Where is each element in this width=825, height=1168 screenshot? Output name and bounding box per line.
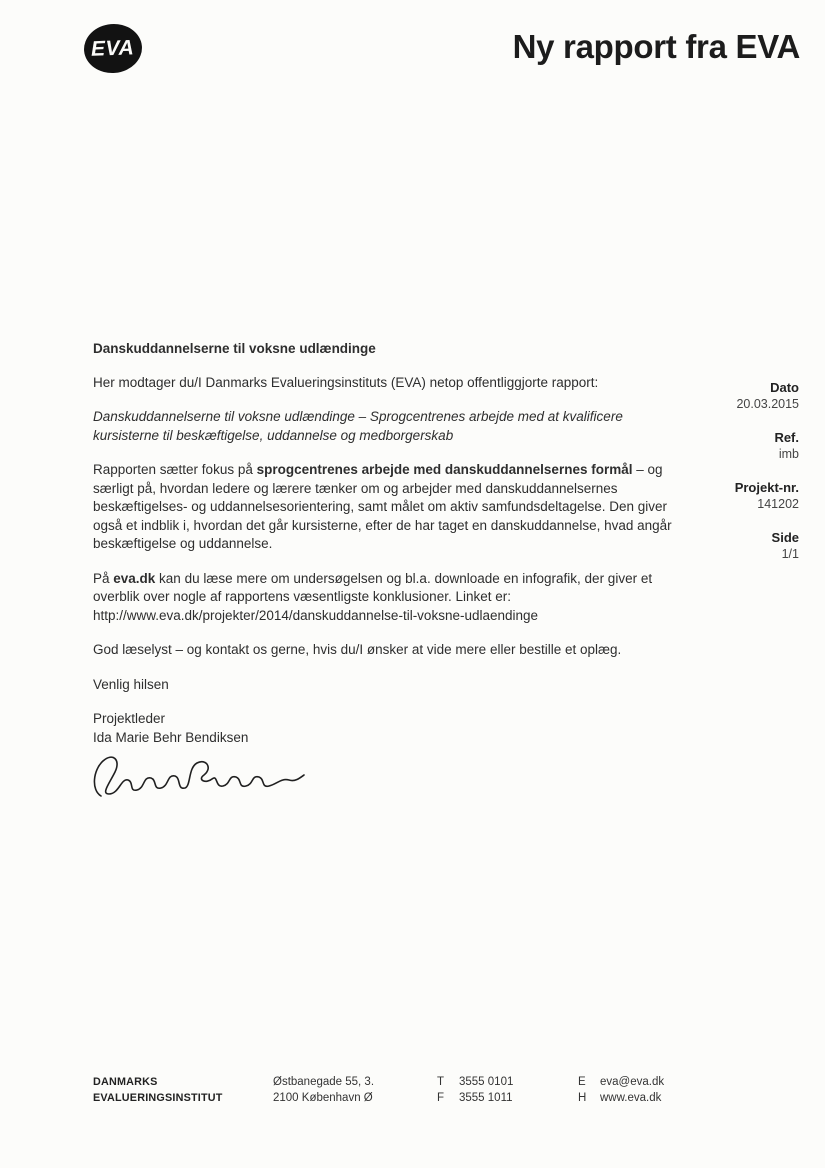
meta-page-number-value: 1/1 [781,547,799,561]
focus-text-rest: – og særligt på, hvordan ledere og lærere tænker om og arbejder med danskuddannelsernes beskæftigelses- og uddannelsesorientering, samt målet om aktiv samfundsdeltagelse. Den giver også et indblik i, hvordan det går kursisterne, efter de har taget en danskuddannelse, hvad angår beskæftigelse og uddannelse. [93,462,672,551]
meta-date-value: 20.03.2015 [736,397,799,411]
meta-project-number [735,480,799,511]
footer-phone-row [437,1074,513,1090]
footer-address-line1: Østbanegade 55, 3. [273,1076,375,1088]
eva-text-bold: eva.dk [113,570,156,586]
footer-phone-value: 3555 0101 [459,1076,514,1088]
meta-ref-label: Ref. [774,430,799,445]
footer-web-row [578,1090,664,1106]
meta-column [735,380,799,580]
meta-project-number-value: 141202 [757,497,799,511]
footer-org [93,1074,223,1106]
sender-name: Ida Marie Behr Bendiksen [93,729,249,745]
footer-address [273,1074,374,1106]
footer-org-line1: DANMARKS [93,1076,158,1088]
closing-paragraph: God læselyst – og kontakt os gerne, hvis du/I ønsker at vide mere eller bestille et oplæg. [93,642,622,657]
sender-block [93,710,675,747]
footer-org-line2: EVALUERINGSINSTITUT [93,1092,223,1104]
report-title-paragraph: Danskuddannelserne til voksne udlændinge – Sprogcentrenes arbejde med at kvalificere kursisterne til beskæftigelse, uddannelse og medborgerskab [93,409,623,443]
eva-text-prefix: På [93,570,114,586]
link-paragraph [93,570,675,626]
meta-project-number-label: Projekt-nr. [734,480,799,495]
meta-date-label: Dato [770,380,799,395]
footer-fax-value: 3555 1011 [459,1092,513,1104]
footer-email-label: E [578,1076,586,1088]
signature-image [91,750,306,805]
footer-fax-row [437,1090,513,1106]
meta-ref-value: imb [778,447,799,461]
greeting: Venlig hilsen [93,676,169,692]
footer-phone-label: T [437,1076,445,1088]
letter-heading: Danskuddannelserne til voksne udlændinge [93,341,376,356]
footer-phone-block [437,1074,513,1106]
footer-address-line2: 2100 København Ø [273,1092,373,1104]
eva-logo [82,22,144,76]
page-title: Ny rapport fra EVA [512,28,800,65]
footer-email-value: eva@eva.dk [600,1076,665,1088]
meta-page-number [735,530,799,561]
footer-contact-block [578,1074,664,1106]
footer-fax-label: F [437,1092,445,1104]
meta-page-number-label: Side [771,530,799,545]
footer-web-label: H [578,1092,587,1104]
meta-date [735,380,799,411]
eva-text-rest: kan du læse mere om undersøgelsen og bl.a. downloade en infografik, der giver et overblik over nogle af rapportens væsentligste konklusioner. Linket er: [93,570,653,604]
footer-email-row [578,1074,664,1090]
meta-ref [735,430,799,461]
footer-web-value: www.eva.dk [600,1092,662,1104]
report-url[interactable]: http://www.eva.dk/projekter/2014/danskuddannelse-til-voksne-udlaendinge [93,607,539,623]
letter-body [93,340,675,805]
sender-role: Projektleder [93,711,166,726]
intro-paragraph: Her modtager du/I Danmarks Evalueringsinstituts (EVA) netop offentliggjorte rapport: [93,374,599,390]
focus-text-bold: sprogcentrenes arbejde med danskuddannelsernes formål [256,462,633,477]
focus-paragraph [93,461,675,554]
focus-text-prefix: Rapporten sætter fokus på [93,462,257,477]
eva-logo-text: EVA [91,35,135,61]
